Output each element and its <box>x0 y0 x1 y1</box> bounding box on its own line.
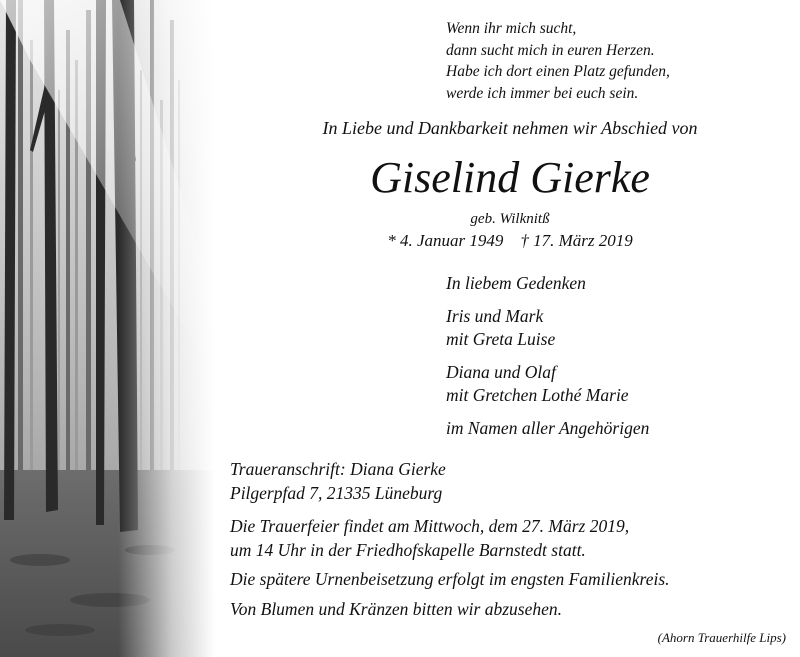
funeral-home-credit: (Ahorn Trauerhilfe Lips) <box>657 630 786 645</box>
poem-line: werde ich immer bei euch sein. <box>446 84 639 102</box>
poem-line: dann sucht mich in euren Herzen. <box>446 41 655 59</box>
poem-line: Wenn ihr mich sucht, <box>446 20 577 37</box>
forest-photo <box>0 0 215 657</box>
mourners-heading: In liebem Gedenken <box>446 273 586 293</box>
mourners-block <box>446 272 786 449</box>
address-line: Pilgerpfad 7, 21335 Lüneburg <box>230 482 443 503</box>
service-line: Von Blumen und Kränzen bitten wir abzusehen. <box>230 598 562 619</box>
mourner-line: mit Gretchen Lothé Marie <box>446 385 629 405</box>
service-line: Die Trauerfeier findet am Mittwoch, dem 27. März 2019, <box>230 516 630 536</box>
deceased-name: Giselind Gierke <box>370 153 650 202</box>
service-line: Die spätere Urnenbeisetzung erfolgt im engsten Familienkreis. <box>230 569 670 589</box>
mourner-line: mit Greta Luise <box>446 329 556 349</box>
mourner-line: Iris und Mark <box>446 305 544 326</box>
service-line: um 14 Uhr in der Friedhofskapelle Barnstedt statt. <box>230 539 586 560</box>
mourner-group <box>446 361 786 408</box>
poem-line: Habe ich dort einen Platz gefunden, <box>446 63 670 80</box>
life-dates: * 4. Januar 1949 † 17. März 2019 <box>387 231 633 250</box>
mourner-line: Diana und Olaf <box>446 361 556 382</box>
service-info <box>230 515 790 621</box>
maiden-name: geb. Wilknitß <box>470 211 550 227</box>
address-line: Traueranschrift: Diana Gierke <box>230 459 446 479</box>
farewell-intro: In Liebe und Dankbarkeit nehmen wir Abschied von <box>322 118 698 138</box>
poem <box>446 18 786 104</box>
mourning-address <box>230 458 790 505</box>
mourners-closing: im Namen aller Angehörigen <box>446 417 650 438</box>
mourner-group <box>446 305 786 352</box>
